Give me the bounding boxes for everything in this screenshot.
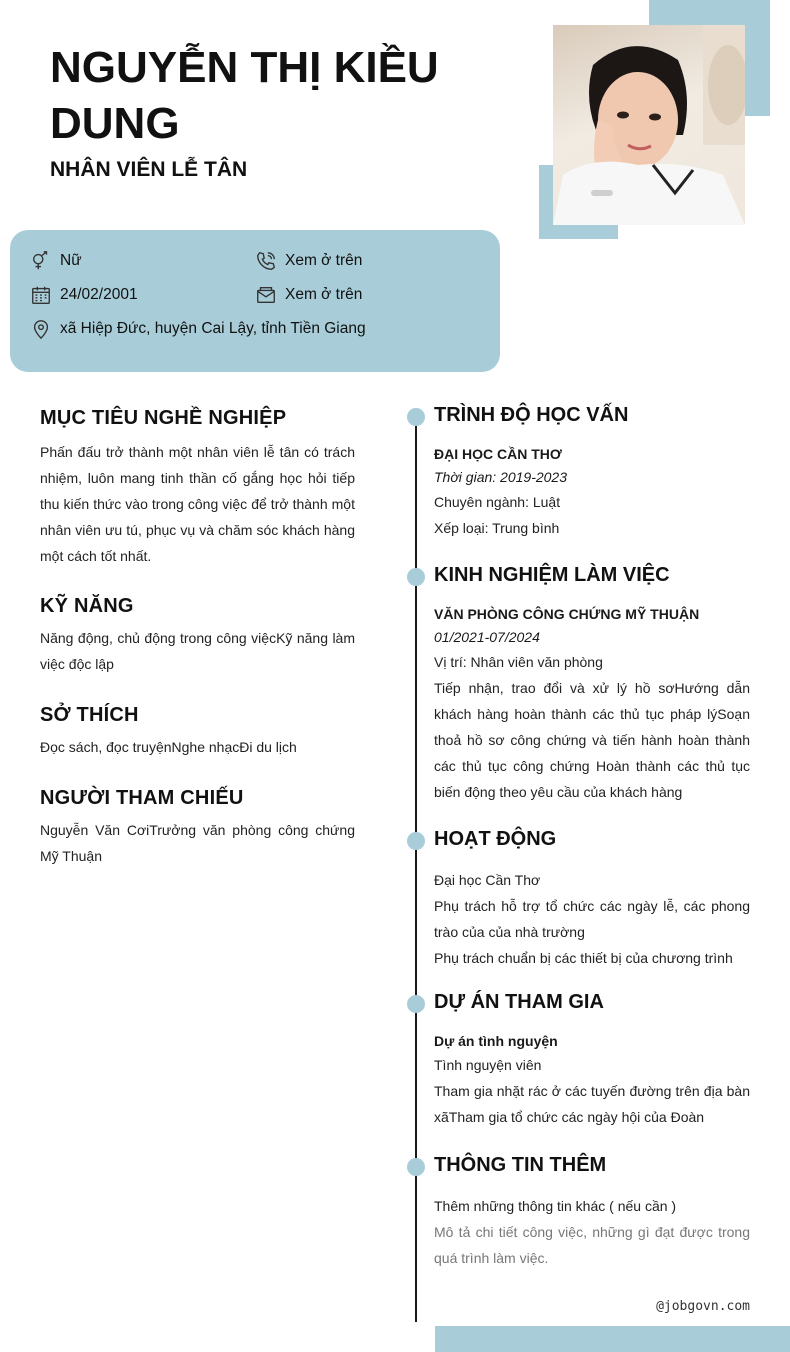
education-section [434, 404, 750, 541]
activities-org: Đại học Cần Thơ [434, 872, 541, 888]
email-value: Xem ở trên [285, 286, 363, 303]
reference-title: NGƯỜI THAM CHIẾU [40, 787, 244, 809]
career-objective-title: MỤC TIÊU NGHỀ NGHIỆP [40, 407, 287, 429]
activities-item-1: Phụ trách hỗ trợ tổ chức các ngày lễ, các phong trào của của nhà trường [434, 898, 750, 940]
calendar-icon [30, 284, 52, 306]
experience-position: Vị trí: Nhân viên văn phòng [434, 654, 603, 670]
birthdate-value: 24/02/2001 [60, 286, 138, 303]
timeline-dot-education [407, 408, 425, 426]
gender-icon [30, 250, 52, 272]
career-objective-section [40, 407, 355, 569]
hobbies-section [40, 704, 355, 760]
education-major: Chuyên ngành: Luật [434, 494, 561, 510]
projects-section [434, 991, 750, 1130]
hobbies-text: Đọc sách, đọc truyệnNghe nhạcĐi du lịch [40, 739, 297, 755]
activities-title: HOẠT ĐỘNG [434, 828, 557, 850]
mail-icon [255, 284, 277, 306]
timeline-dot-additional [407, 1158, 425, 1176]
phone-row [255, 249, 362, 273]
address-value: xã Hiệp Đức, huyện Cai Lậy, tỉnh Tiền Giang [60, 320, 366, 337]
skills-title: KỸ NĂNG [40, 595, 134, 617]
experience-period: 01/2021-07/2024 [434, 629, 540, 645]
experience-description: Tiếp nhận, trao đổi và xử lý hồ sơHướng dẫn khách hàng hoàn thành các thủ tục pháp lýSoạn thoả hồ sơ công chứng và tiến hành hoàn thành các thủ tục công chứng Hoàn thành các thủ tục biến động theo yêu cầu của khách hàng [434, 680, 750, 800]
timeline-line [415, 416, 417, 1322]
skills-text: Năng động, chủ động trong công việcKỹ năng làm việc độc lập [40, 630, 355, 672]
birthdate-row [30, 283, 138, 307]
education-rank: Xếp loại: Trung bình [434, 520, 560, 536]
experience-section [434, 564, 750, 805]
job-title: NHÂN VIÊN LỄ TÂN [50, 158, 248, 181]
additional-info-line-1: Thêm những thông tin khác ( nếu cần ) [434, 1198, 677, 1214]
phone-icon [255, 250, 277, 272]
timeline-dot-experience [407, 568, 425, 586]
candidate-name: NGUYỄN THỊ KIỀU DUNG [50, 43, 439, 148]
activities-item-2: Phụ trách chuẩn bị các thiết bị của chương trình [434, 950, 733, 966]
footer-handle: @jobgovn.com [656, 1299, 750, 1314]
phone-value: Xem ở trên [285, 252, 363, 269]
project-name: Dự án tình nguyện [434, 1033, 558, 1049]
timeline-dot-activities [407, 832, 425, 850]
personal-info-panel [10, 230, 500, 372]
experience-title: KINH NGHIỆM LÀM VIỆC [434, 564, 670, 586]
project-description: Tham gia nhặt rác ở các tuyến đường trên địa bàn xãTham gia tổ chức các ngày hội của Đoàn [434, 1083, 750, 1125]
timeline-dot-projects [407, 995, 425, 1013]
education-time: Thời gian: 2019-2023 [434, 469, 567, 485]
footer-accent-bar [435, 1326, 790, 1352]
location-pin-icon [30, 318, 52, 340]
additional-info-title: THÔNG TIN THÊM [434, 1154, 607, 1176]
education-title: TRÌNH ĐỘ HỌC VẤN [434, 404, 629, 426]
company-name: VĂN PHÒNG CÔNG CHỨNG MỸ THUẬN [434, 606, 700, 622]
additional-info-line-2: Mô tả chi tiết công việc, những gì đạt được trong quá trình làm việc. [434, 1224, 750, 1266]
school-name: ĐẠI HỌC CẦN THƠ [434, 446, 562, 462]
address-row [30, 317, 366, 341]
profile-photo [553, 25, 745, 225]
activities-section [434, 828, 750, 971]
email-row [255, 283, 362, 307]
hobbies-title: SỞ THÍCH [40, 704, 139, 726]
skills-section [40, 595, 355, 677]
profile-photo-illustration [553, 25, 745, 225]
projects-title: DỰ ÁN THAM GIA [434, 991, 604, 1013]
career-objective-text: Phấn đấu trở thành một nhân viên lễ tân có trách nhiệm, luôn mang tinh thần cố gắng học hỏi tiếp thu kiến thức vào trong công việc để trở thành một nhân viên ưu tú, phục vụ và chăm sóc khách hàng một cách tốt nhất. [40, 444, 355, 564]
project-role: Tình nguyện viên [434, 1057, 542, 1073]
gender-row [30, 249, 82, 273]
additional-info-section [434, 1154, 750, 1271]
reference-section [40, 787, 355, 869]
reference-text: Nguyễn Văn CơiTrưởng văn phòng công chứng Mỹ Thuận [40, 822, 355, 864]
gender-value: Nữ [60, 252, 82, 269]
